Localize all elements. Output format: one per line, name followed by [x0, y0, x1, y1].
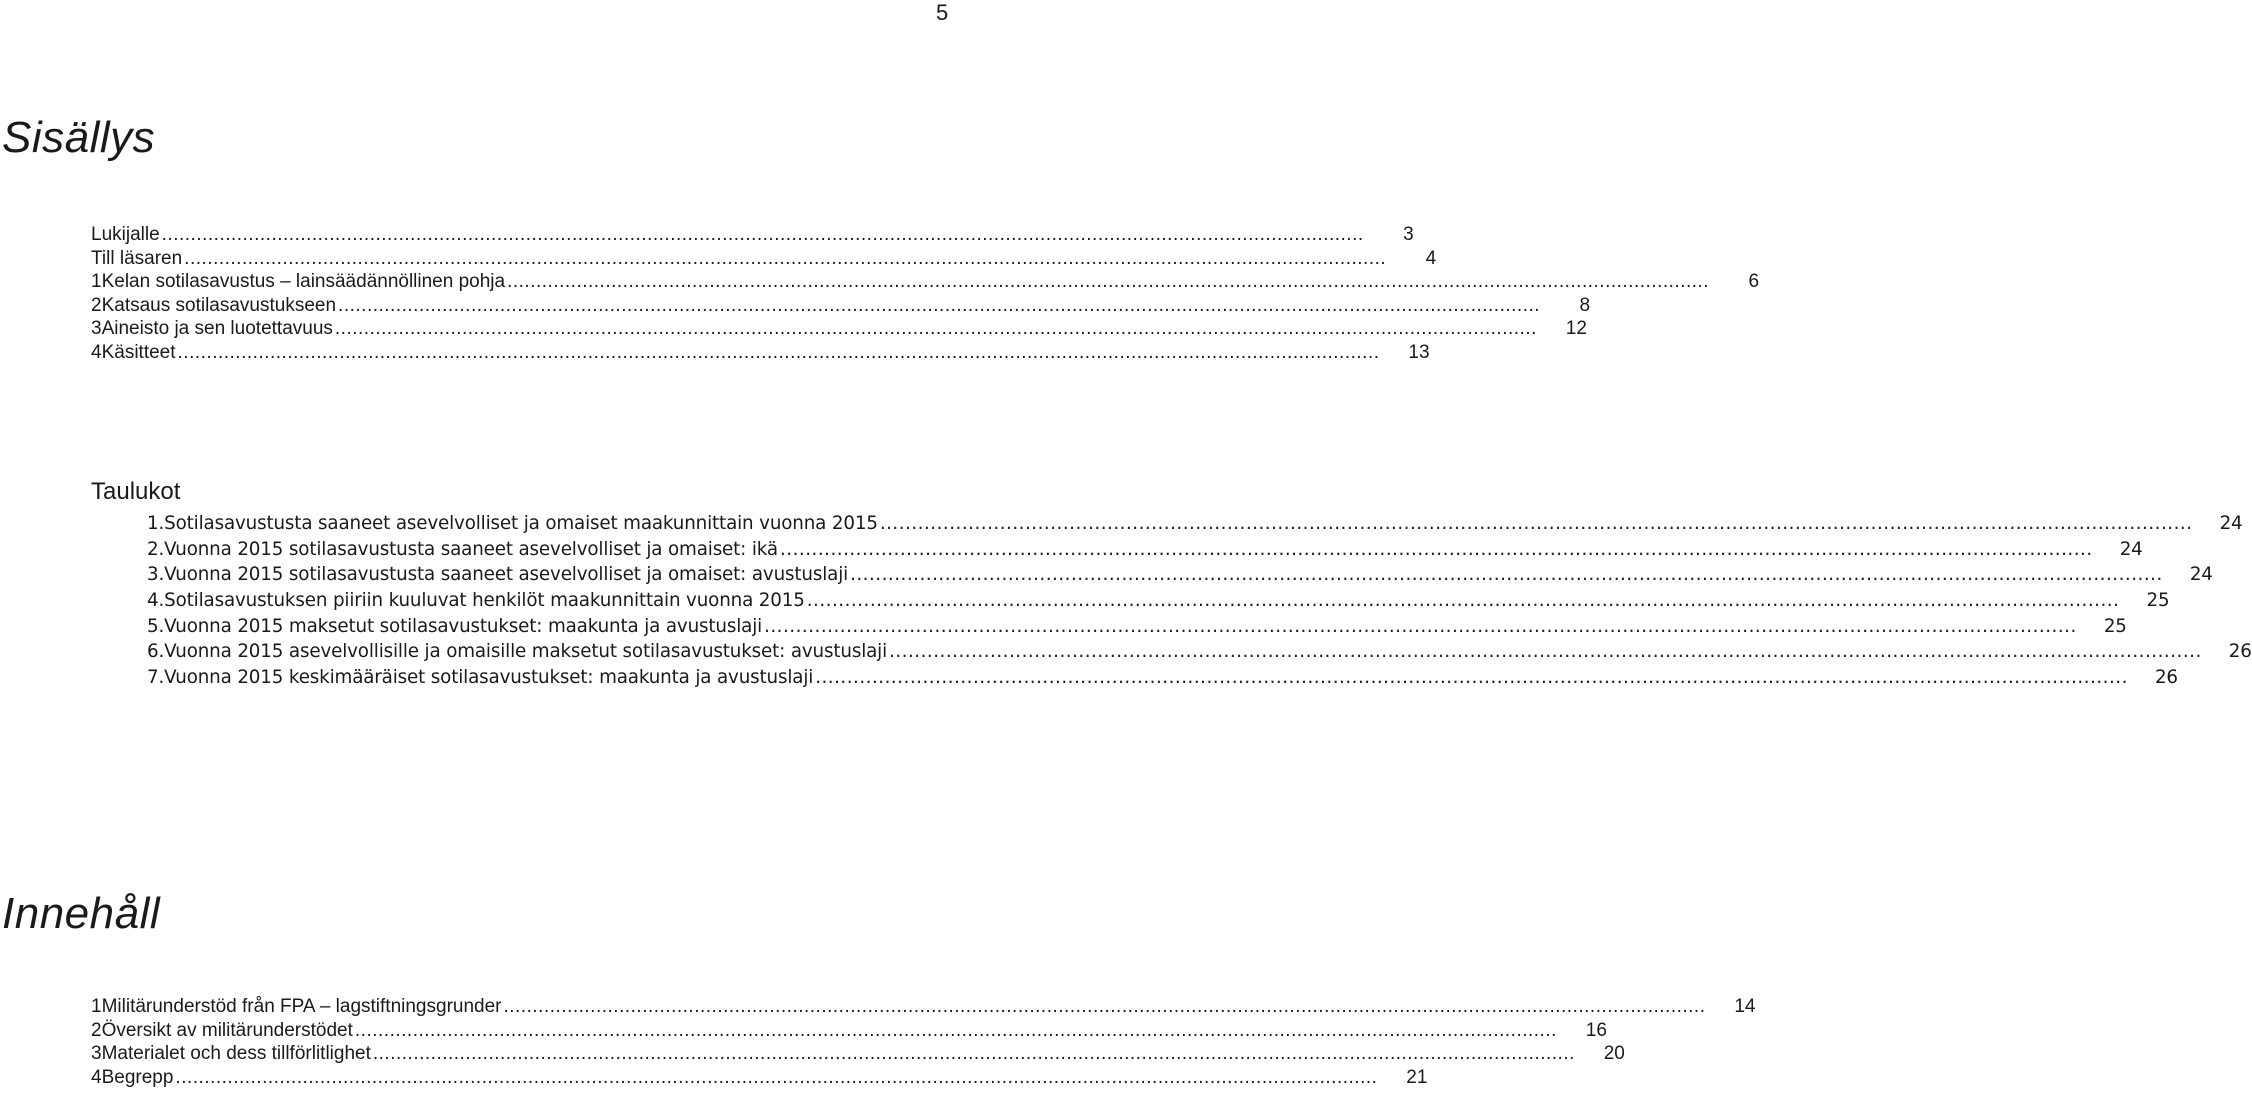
toc-entry[interactable]	[91, 271, 1760, 295]
toc-entry-number: 1	[91, 271, 102, 293]
toc-entry-page[interactable]: 21	[1406, 1066, 1428, 1088]
dot-leader	[162, 224, 1364, 246]
toc-entry-title[interactable]: Aineisto ja sen luotettavuus	[101, 318, 333, 340]
toc-entry[interactable]	[91, 1066, 1428, 1091]
toc-entry-page[interactable]: 16	[1585, 1019, 1607, 1041]
toc-entry[interactable]	[147, 513, 2243, 539]
dot-leader	[507, 271, 1709, 293]
toc-entry[interactable]	[147, 564, 2213, 590]
toc-entry[interactable]	[91, 318, 1587, 342]
toc-entry-number: 4.	[147, 590, 165, 612]
toc-entry-title[interactable]: Till läsaren	[91, 247, 183, 269]
toc-entry-number: 3	[91, 318, 102, 340]
toc-entry[interactable]	[91, 1019, 1607, 1044]
dot-leader	[335, 318, 1537, 340]
toc-entry-title[interactable]: Katsaus sotilasavustukseen	[101, 294, 337, 316]
dot-leader	[175, 1067, 1377, 1089]
dot-leader	[880, 513, 2193, 534]
toc-entry-number: 7.	[147, 667, 165, 689]
toc-entry[interactable]	[91, 341, 1430, 366]
toc-entry-number: 2	[91, 1019, 102, 1041]
dot-leader	[355, 1020, 1557, 1042]
toc-entry-page[interactable]: 12	[1565, 318, 1587, 340]
toc-entry[interactable]	[91, 224, 1414, 248]
toc-entry[interactable]	[147, 590, 2170, 616]
toc-entry-title[interactable]: Vuonna 2015 keskimääräiset sotilasavustukset: maakunta ja avustuslaji	[164, 667, 814, 689]
toc-entry-page[interactable]: 20	[1603, 1043, 1625, 1065]
toc-entry[interactable]	[147, 538, 2143, 565]
dot-leader	[889, 641, 2202, 662]
toc-entry-page[interactable]: 26	[2228, 641, 2252, 663]
toc-entry-title[interactable]: Kelan sotilasavustus – lainsäädännöllinen pohja	[101, 271, 506, 293]
toc-entry-number: 2.	[147, 538, 165, 560]
tables-list	[147, 513, 2252, 693]
toc-entry-number: 2	[91, 294, 102, 316]
toc-entry-title[interactable]: Sotilasavustusta saaneet asevelvolliset ja omaiset maakunnittain vuonna 2015	[164, 513, 878, 534]
toc-entry[interactable]	[91, 996, 1756, 1020]
toc-entry-number: 4	[91, 1066, 102, 1088]
toc-entry-page[interactable]: 24	[2219, 513, 2243, 534]
toc-list-fi	[91, 224, 1760, 366]
dot-leader	[184, 248, 1386, 270]
toc-list-sv	[91, 996, 1756, 1090]
toc-entry-title[interactable]: Vuonna 2015 maksetut sotilasavustukset: maakunta ja avustuslaji	[164, 615, 763, 637]
toc-entry-page[interactable]: 3	[1403, 224, 1414, 245]
toc-entry[interactable]	[91, 1043, 1625, 1067]
toc-entry[interactable]	[91, 247, 1437, 272]
dot-leader	[764, 616, 2077, 637]
toc-entry-number: 1	[91, 996, 102, 1017]
dot-leader	[815, 667, 2128, 688]
toc-entry-title[interactable]: Käsitteet	[101, 341, 176, 363]
toc-entry-page[interactable]: 4	[1425, 247, 1437, 269]
toc-entry-number: 3.	[147, 564, 165, 586]
toc-entry-title[interactable]: Materialet och dess tillförlitlighet	[101, 1043, 371, 1065]
toc-entry-title[interactable]: Vuonna 2015 sotilasavustusta saaneet asevelvolliset ja omaiset: ikä	[164, 538, 778, 560]
tables-heading: Taulukot	[91, 478, 181, 505]
toc-entry-title[interactable]: Översikt av militärunderstödet	[101, 1019, 353, 1041]
toc-entry-title[interactable]: Begrepp	[101, 1066, 174, 1088]
toc-entry-page[interactable]: 25	[2103, 615, 2127, 637]
toc-entry-page[interactable]: 24	[2119, 538, 2143, 560]
dot-leader	[807, 590, 2120, 611]
dot-leader	[338, 295, 1540, 317]
toc-entry-title[interactable]: Vuonna 2015 asevelvollisille ja omaisille maksetut sotilasavustukset: avustuslaji	[164, 641, 888, 663]
toc-entry-page[interactable]: 26	[2154, 667, 2178, 689]
toc-entry-page[interactable]: 25	[2146, 590, 2170, 612]
toc-entry[interactable]	[147, 641, 2252, 667]
dot-leader	[780, 539, 2093, 560]
contents-heading-fi: Sisällys	[2, 113, 156, 162]
dot-leader	[373, 1043, 1575, 1065]
toc-entry-page[interactable]: 6	[1748, 271, 1760, 293]
toc-entry-number: 3	[91, 1043, 102, 1065]
toc-entry-title[interactable]: Sotilasavustuksen piiriin kuuluvat henkilöt maakunnittain vuonna 2015	[164, 590, 805, 612]
dot-leader	[850, 564, 2163, 585]
toc-entry[interactable]	[91, 294, 1591, 319]
toc-entry-page[interactable]: 24	[2189, 564, 2213, 586]
contents-heading-sv: Innehåll	[2, 889, 161, 938]
toc-entry-page[interactable]: 13	[1408, 341, 1430, 363]
toc-entry-number: 5.	[147, 615, 165, 637]
toc-entry-title[interactable]: Lukijalle	[91, 224, 160, 245]
toc-entry-number: 4	[91, 341, 102, 363]
toc-entry-number: 1.	[147, 513, 165, 534]
toc-entry-title[interactable]: Militärunderstöd från FPA – lagstiftningsgrunder	[101, 996, 502, 1017]
page-number: 5	[936, 0, 949, 25]
toc-entry-title[interactable]: Vuonna 2015 sotilasavustusta saaneet asevelvolliset ja omaiset: avustuslaji	[164, 564, 849, 586]
toc-entry[interactable]	[147, 667, 2178, 693]
dot-leader	[504, 996, 1706, 1018]
dot-leader	[178, 342, 1380, 364]
toc-entry-page[interactable]: 8	[1579, 294, 1591, 316]
toc-entry-page[interactable]: 14	[1734, 996, 1756, 1017]
toc-entry-number: 6.	[147, 641, 165, 663]
toc-entry[interactable]	[147, 615, 2127, 642]
